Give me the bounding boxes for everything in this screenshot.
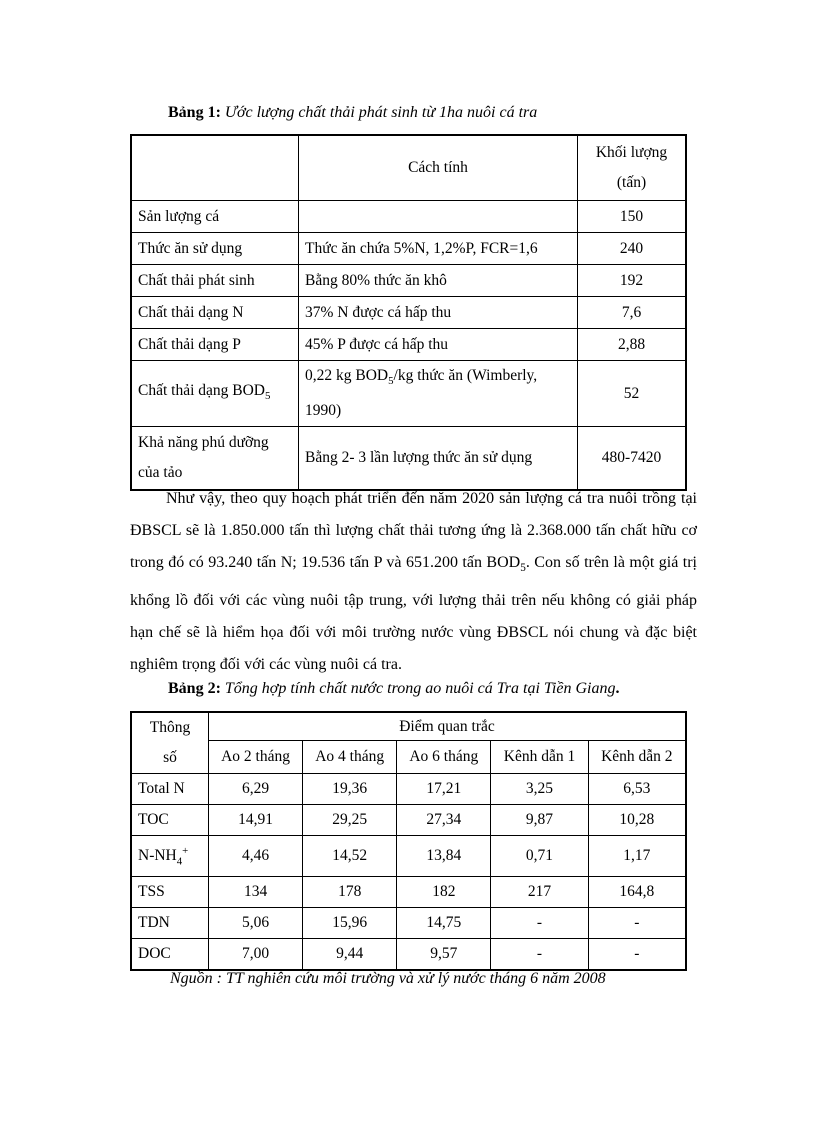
nh4-text: N-NH [138,847,177,865]
table1-header-quantity-line1: Khối lượng [595,144,668,161]
table-cell [131,427,299,491]
table2-caption-text: Tổng hợp tính chất nước trong ao nuôi cá Tra tại Tiền Giang [224,680,616,697]
table-cell: 37% N được cá hấp thu [299,297,578,329]
table2-caption [168,680,619,698]
table-cell: 45% P được cá hấp thu [299,329,578,361]
param-cell: DOC [131,939,209,971]
param-header-line1: Thông [149,719,191,736]
table-cell: 52 [578,361,687,427]
table2-param-header [131,712,209,774]
table1-caption-label: Bảng 1: [168,104,221,121]
param-cell: TSS [131,877,209,908]
table-cell: 15,96 [303,908,397,939]
table-cell: Chất thải dạng N [131,297,299,329]
table-cell: 4,46 [209,836,303,877]
table-row [131,939,686,971]
param-header-line2: số [163,749,177,766]
bod-method-suffix: /kg thức ăn (Wimberly, 1990) [305,367,538,420]
table-cell: Thức ăn sử dụng [131,233,299,265]
table-cell: 6,29 [209,774,303,805]
table-row [131,361,686,427]
table-row [131,877,686,908]
bod-method-text: 0,22 kg BOD [305,367,389,384]
table-cell: 164,8 [588,877,686,908]
bod-method-subscript: 5 [388,375,394,388]
table-cell: 7,00 [209,939,303,971]
column-header: Kênh dẫn 2 [588,741,686,774]
table1-waste-estimate [130,134,687,491]
table-cell: - [491,908,588,939]
table-cell [299,361,578,427]
table2-column-row [131,741,686,774]
algae-name-line1: Khả năng phú dưỡng [138,434,269,452]
table-cell: - [588,908,686,939]
param-cell: TDN [131,908,209,939]
bod-name-text: Chất thải dạng BOD [138,382,265,399]
table-cell: 14,75 [397,908,491,939]
table-row [131,774,686,805]
table-row [131,297,686,329]
nh4-superscript: + [182,845,189,857]
table-row [131,329,686,361]
table-cell: 13,84 [397,836,491,877]
table-cell: 0,71 [491,836,588,877]
table-cell: 19,36 [303,774,397,805]
table1-header-method: Cách tính [299,135,578,201]
table-cell [299,201,578,233]
table-cell: Chất thải dạng P [131,329,299,361]
table-row [131,201,686,233]
table-cell: 2,88 [578,329,687,361]
param-cell: Total N [131,774,209,805]
table-row [131,908,686,939]
table-cell: 480-7420 [578,427,687,491]
table-cell: - [491,939,588,971]
algae-name-line2: của tảo [138,464,183,482]
table-cell: Bằng 2- 3 lần lượng thức ăn sử dụng [299,427,578,491]
table2-header-row [131,712,686,741]
table2-group-header: Điểm quan trắc [209,712,687,741]
column-header: Ao 4 tháng [303,741,397,774]
table-cell: Sản lượng cá [131,201,299,233]
paragraph-text-end: . Con số trên là một giá trị khổng lồ đối với các vùng nuôi tập trung, với lượng thải trên nếu không có giải pháp hạn chế sẽ là hiểm họa đối với môi trường nước vùng ĐBSCL nói chung và đặc biệt nghiêm trọng đối với các vùng nuôi cá tra. [130,554,698,674]
paragraph-text: Như vậy, theo quy hoạch phát triển đến năm 2020 sản lượng cá tra nuôi trồng tại ĐBSCL sẽ là 1.850.000 tấn thì lượng chất thải tương ứng là 2.368.000 tấn chất hữu cơ trong đó có 93.240 tấn N; 19.536 tấn P và 651.200 tấn BOD [130,490,697,572]
column-header: Ao 2 tháng [209,741,303,774]
body-paragraph [130,483,697,681]
table1-header-quantity [578,135,687,201]
table-cell: 192 [578,265,687,297]
table-cell: 6,53 [588,774,686,805]
table-cell: 14,91 [209,805,303,836]
table-cell: Thức ăn chứa 5%N, 1,2%P, FCR=1,6 [299,233,578,265]
table1-caption-text: Ước lượng chất thải phát sinh từ 1ha nuôi cá tra [224,104,538,121]
nh4-subscript: 4 [176,855,183,868]
table-cell: 1,17 [588,836,686,877]
table-cell: 9,57 [397,939,491,971]
table2-caption-end: . [615,680,620,697]
table1-caption [168,104,537,122]
table-row [131,265,686,297]
table-cell: 9,44 [303,939,397,971]
table-cell [131,361,299,427]
column-header: Kênh dẫn 1 [491,741,588,774]
table-cell: 14,52 [303,836,397,877]
table2-source: Nguồn : TT nghiên cứu môi trường và xử lý nước tháng 6 năm 2008 [170,970,606,987]
table-row [131,836,686,877]
table-cell: 27,34 [397,805,491,836]
table-cell: Chất thải phát sinh [131,265,299,297]
table-row [131,233,686,265]
table-cell: 5,06 [209,908,303,939]
table-cell: 178 [303,877,397,908]
table-row [131,805,686,836]
table-cell: 150 [578,201,687,233]
column-header: Ao 6 tháng [397,741,491,774]
table-cell: - [588,939,686,971]
table-cell: 10,28 [588,805,686,836]
paragraph-subscript: 5 [520,562,526,575]
table-cell: 134 [209,877,303,908]
table-cell: 240 [578,233,687,265]
param-cell [131,836,209,877]
table-row [131,427,686,491]
table-cell: 3,25 [491,774,588,805]
param-cell: TOC [131,805,209,836]
table2-caption-label: Bảng 2: [168,680,221,697]
table-cell: 7,6 [578,297,687,329]
table1-header-quantity-line2: (tấn) [616,174,647,191]
table1-header-empty [131,135,299,201]
table2-water-quality [130,711,687,971]
table-cell: Bằng 80% thức ăn khô [299,265,578,297]
table1-header-row [131,135,686,201]
table-cell: 29,25 [303,805,397,836]
table-cell: 182 [397,877,491,908]
table-cell: 217 [491,877,588,908]
table-cell: 17,21 [397,774,491,805]
bod-name-subscript: 5 [265,390,271,403]
table-cell: 9,87 [491,805,588,836]
